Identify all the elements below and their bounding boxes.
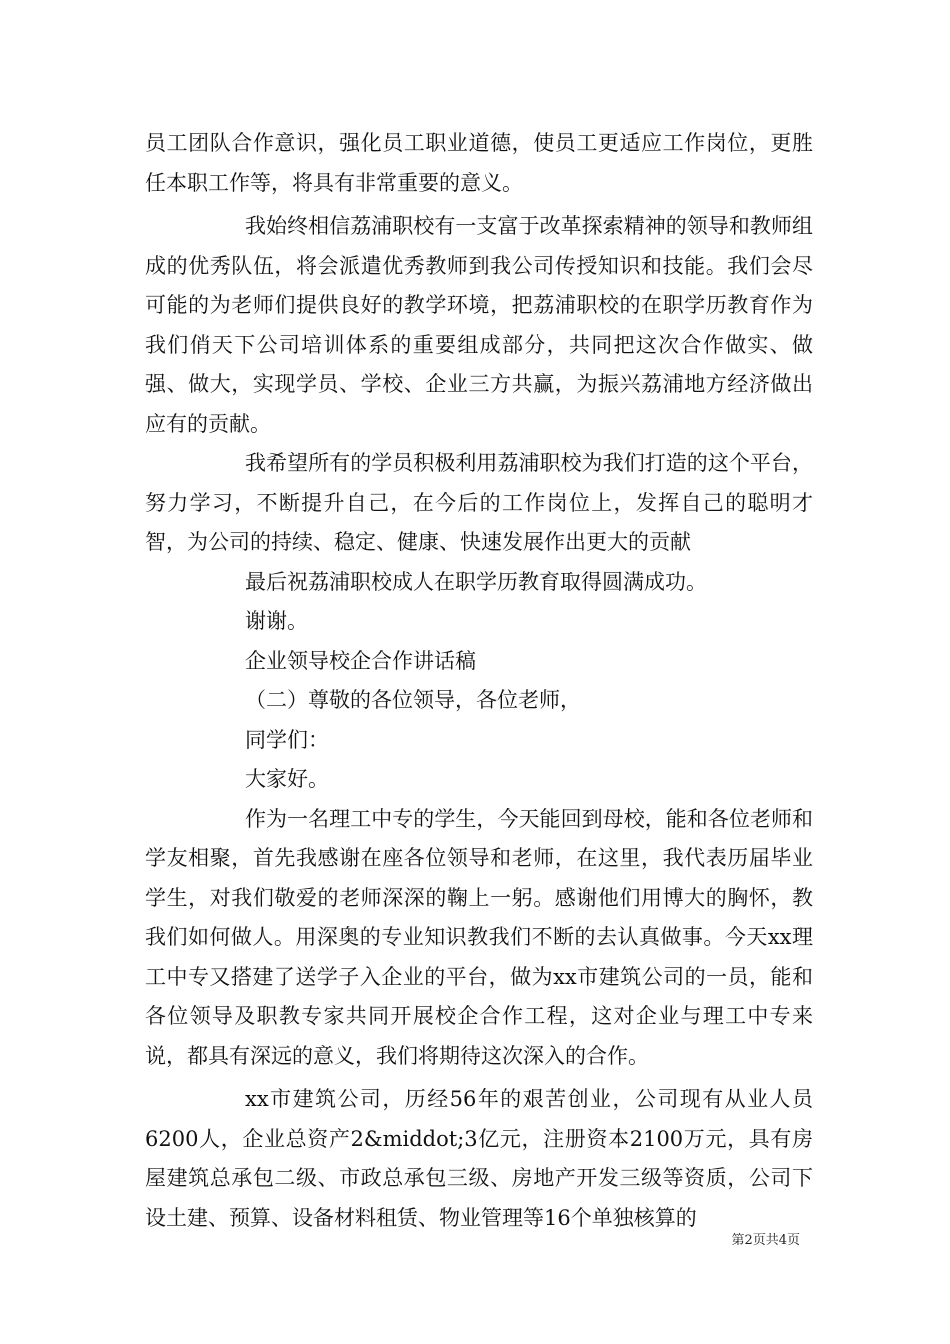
paragraph-alumni: 作为一名理工中专的学生，今天能回到母校，能和各位老师和学友相聚，首先我感谢在座各位领导和老师，在这里，我代表历届毕业学生，对我们敬爱的老师深深的鞠上一躬。感谢他们用博大的胸怀，教我们如何做人。用深奥的专业知识教我们不断的去认真做事。今天xx理工中专又搭建了送学子入企业的平台，做为xx市建筑公司的一员，能和各位领导及职教专家共同开展校企合作工程，这对企业与理工中专来说，都具有深远的意义，我们将期待这次深入的合作。 (145, 806, 813, 1068)
page-number-footer (731, 1233, 800, 1249)
paragraph-closing-wish: 最后祝荔浦职校成人在职学历教育取得圆满成功。 (245, 569, 707, 594)
paragraph-continuation: 员工团队合作意识，强化员工职业道德，使员工更适应工作岗位，更胜任本职工作等，将具有非常重要的意义。 (145, 131, 813, 195)
paragraph-teachers: 我始终相信荔浦职校有一支富于改革探索精神的领导和教师组成的优秀队伍，将会派遣优秀教师到我公司传授知识和技能。我们会尽可能的为老师们提供良好的教学环境，把荔浦职校的在职学历教育作为我们俏天下公司培训体系的重要组成部分，共同把这次合作做实、做强、做大，实现学员、学校、企业三方共赢，为振兴荔浦地方经济做出应有的贡献。 (145, 214, 813, 436)
section-title: 企业领导校企合作讲话稿 (245, 648, 476, 673)
document-body (145, 124, 813, 1238)
paragraph-hope: 我希望所有的学员积极利用荔浦职校为我们打造的这个平台，努力学习，不断提升自己，在今后的工作岗位上，发挥自己的聪明才智，为公司的持续、稳定、健康、快速发展作出更大的贡献 (145, 451, 813, 554)
paragraph-company: xx市建筑公司，历经56年的艰苦创业，公司现有从业人员6200人，企业总资产2&middot;3亿元，注册资本2100万元，具有房屋建筑总承包二级、市政总承包三级、房地产开发三级等资质，公司下设土建、预算、设备材料租赁、物业管理等16个单独核算的 (145, 1087, 813, 1230)
paragraph-thanks: 谢谢。 (245, 609, 308, 633)
page-number-label: 第2页共4页 (731, 1233, 800, 1248)
salutation-students: 同学们： (245, 727, 329, 752)
greeting: 大家好。 (245, 767, 329, 791)
salutation-leaders: （二）尊敬的各位领导，各位老师， (245, 688, 581, 712)
